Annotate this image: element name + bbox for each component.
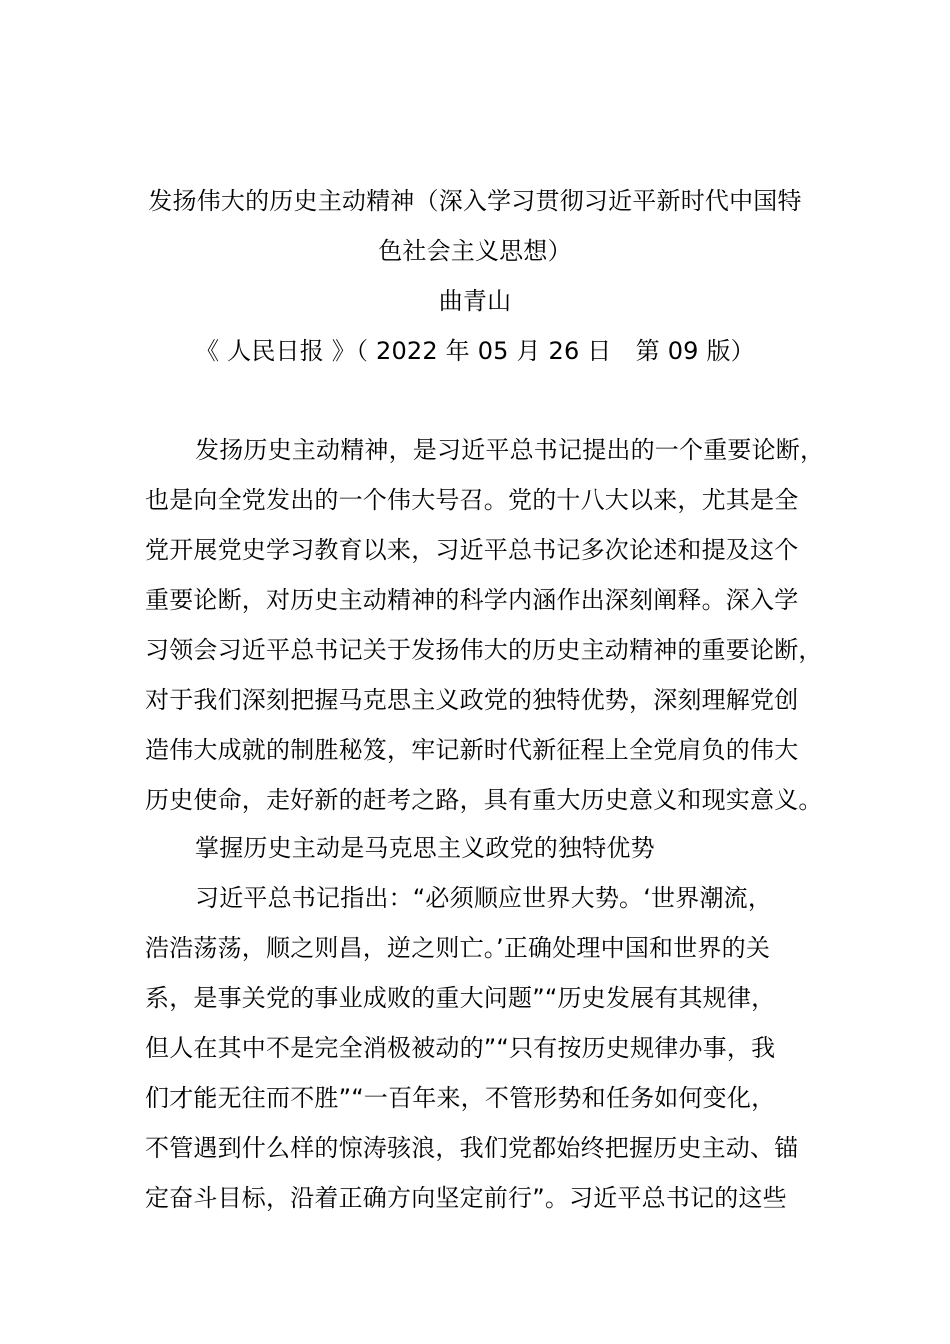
body-line: 浩浩荡荡，顺之则昌，逆之则亡。’正确处理中国和世界的关: [145, 934, 771, 962]
body-line: 定奋斗目标，沿着正确方向坚定前行”。习近平总书记的这些: [145, 1184, 787, 1212]
body-line: 造伟大成就的制胜秘笈，牢记新时代新征程上全党肩负的伟大: [145, 736, 799, 764]
title-line-1: 发扬伟大的历史主动精神（深入学习贯彻习近平新时代中国特: [148, 187, 802, 215]
body-line: 重要论断，对历史主动精神的科学内涵作出深刻阐释。深入学: [145, 586, 799, 614]
body-line: 但人在其中不是完全消极被动的”“只有按历史规律办事，我: [145, 1034, 776, 1062]
body-line: 不管遇到什么样的惊涛骇浪，我们党都始终把握历史主动、锚: [145, 1134, 799, 1162]
title-line-2: 色社会主义思想）: [378, 237, 572, 265]
body-line: 党开展党史学习教育以来，习近平总书记多次论述和提及这个: [145, 536, 799, 564]
body-line: 系，是事关党的事业成败的重大问题”“历史发展有其规律，: [145, 984, 776, 1012]
body-line: 习领会习近平总书记关于发扬伟大的历史主动精神的重要论断，: [145, 636, 823, 664]
body-line: 们才能无往而不胜”“一百年来，不管形势和任务如何变化，: [145, 1084, 776, 1112]
body-line: 历史使命，走好新的赶考之路，具有重大历史意义和现实意义。: [145, 786, 823, 814]
source-line: 《 人民日报 》（ 2022 年 05 月 26 日 第 09 版）: [195, 337, 755, 365]
section-heading: 掌握历史主动是马克思主义政党的独特优势: [195, 834, 655, 862]
body-line: 习近平总书记指出：“必须顺应世界大势。‘世界潮流，: [195, 884, 773, 912]
author: 曲青山: [438, 287, 512, 315]
body-line: 对于我们深刻把握马克思主义政党的独特优势，深刻理解党创: [145, 686, 799, 714]
body-line: 发扬历史主动精神，是习近平总书记提出的一个重要论断，: [195, 436, 825, 464]
body-line: 也是向全党发出的一个伟大号召。党的十八大以来，尤其是全: [145, 486, 799, 514]
